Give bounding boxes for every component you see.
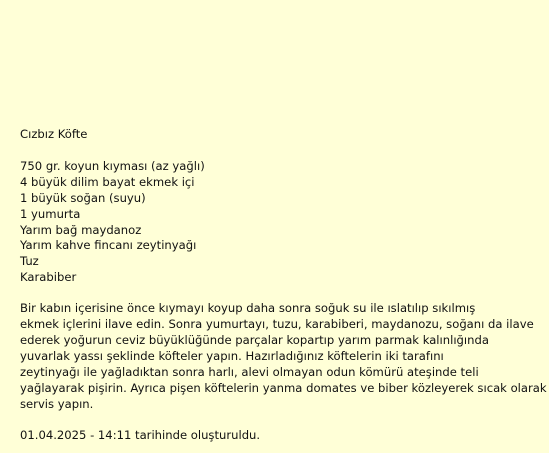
- created-timestamp: 01.04.2025 - 14:11 tarihinde oluşturuldu.: [20, 427, 261, 442]
- instruction-line: servis yapın.: [20, 396, 94, 411]
- ingredient-item: 1 yumurta: [20, 206, 81, 221]
- instruction-line: zeytinyağı ile yağladıktan sonra harlı, alevi olmayan odun kömürü ateşinde teli: [20, 364, 479, 379]
- ingredient-item: 750 gr. koyun kıyması (az yağlı): [20, 158, 205, 173]
- recipe-title: Cızbız Köfte: [20, 127, 88, 141]
- instruction-line: ekmek içlerini ilave edin. Sonra yumurtayı, tuzu, karabiberi, maydanozu, soğanı da ilave: [20, 317, 534, 332]
- instruction-line: ederek yoğurun ceviz büyüklüğünde parçalar kopartıp yarım parmak kalınlığında: [20, 332, 489, 347]
- ingredient-item: Tuz: [20, 254, 39, 269]
- ingredient-item: 1 büyük soğan (suyu): [20, 190, 146, 205]
- ingredient-list: [20, 159, 530, 286]
- instruction-line: yağlayarak pişirin. Ayrıca pişen köftelerin yanma domates ve biber közleyerek sıcak olarak: [20, 380, 547, 395]
- ingredient-item: Yarım kahve fincanı zeytinyağı: [20, 238, 197, 253]
- recipe-document: [20, 127, 547, 443]
- instruction-line: Bir kabın içerisine önce kıymayı koyup daha sonra soğuk su ile ıslatılıp sıkılmış: [20, 301, 476, 316]
- instruction-line: yuvarlak yassı şeklinde köfteler yapın. Hazırladığınız köftelerin iki tarafını: [20, 348, 444, 363]
- ingredient-item: Yarım bağ maydanoz: [20, 222, 142, 237]
- ingredient-item: Karabiber: [20, 270, 77, 285]
- instructions-paragraph: [20, 301, 547, 412]
- ingredient-item: 4 büyük dilim bayat ekmek içi: [20, 174, 195, 189]
